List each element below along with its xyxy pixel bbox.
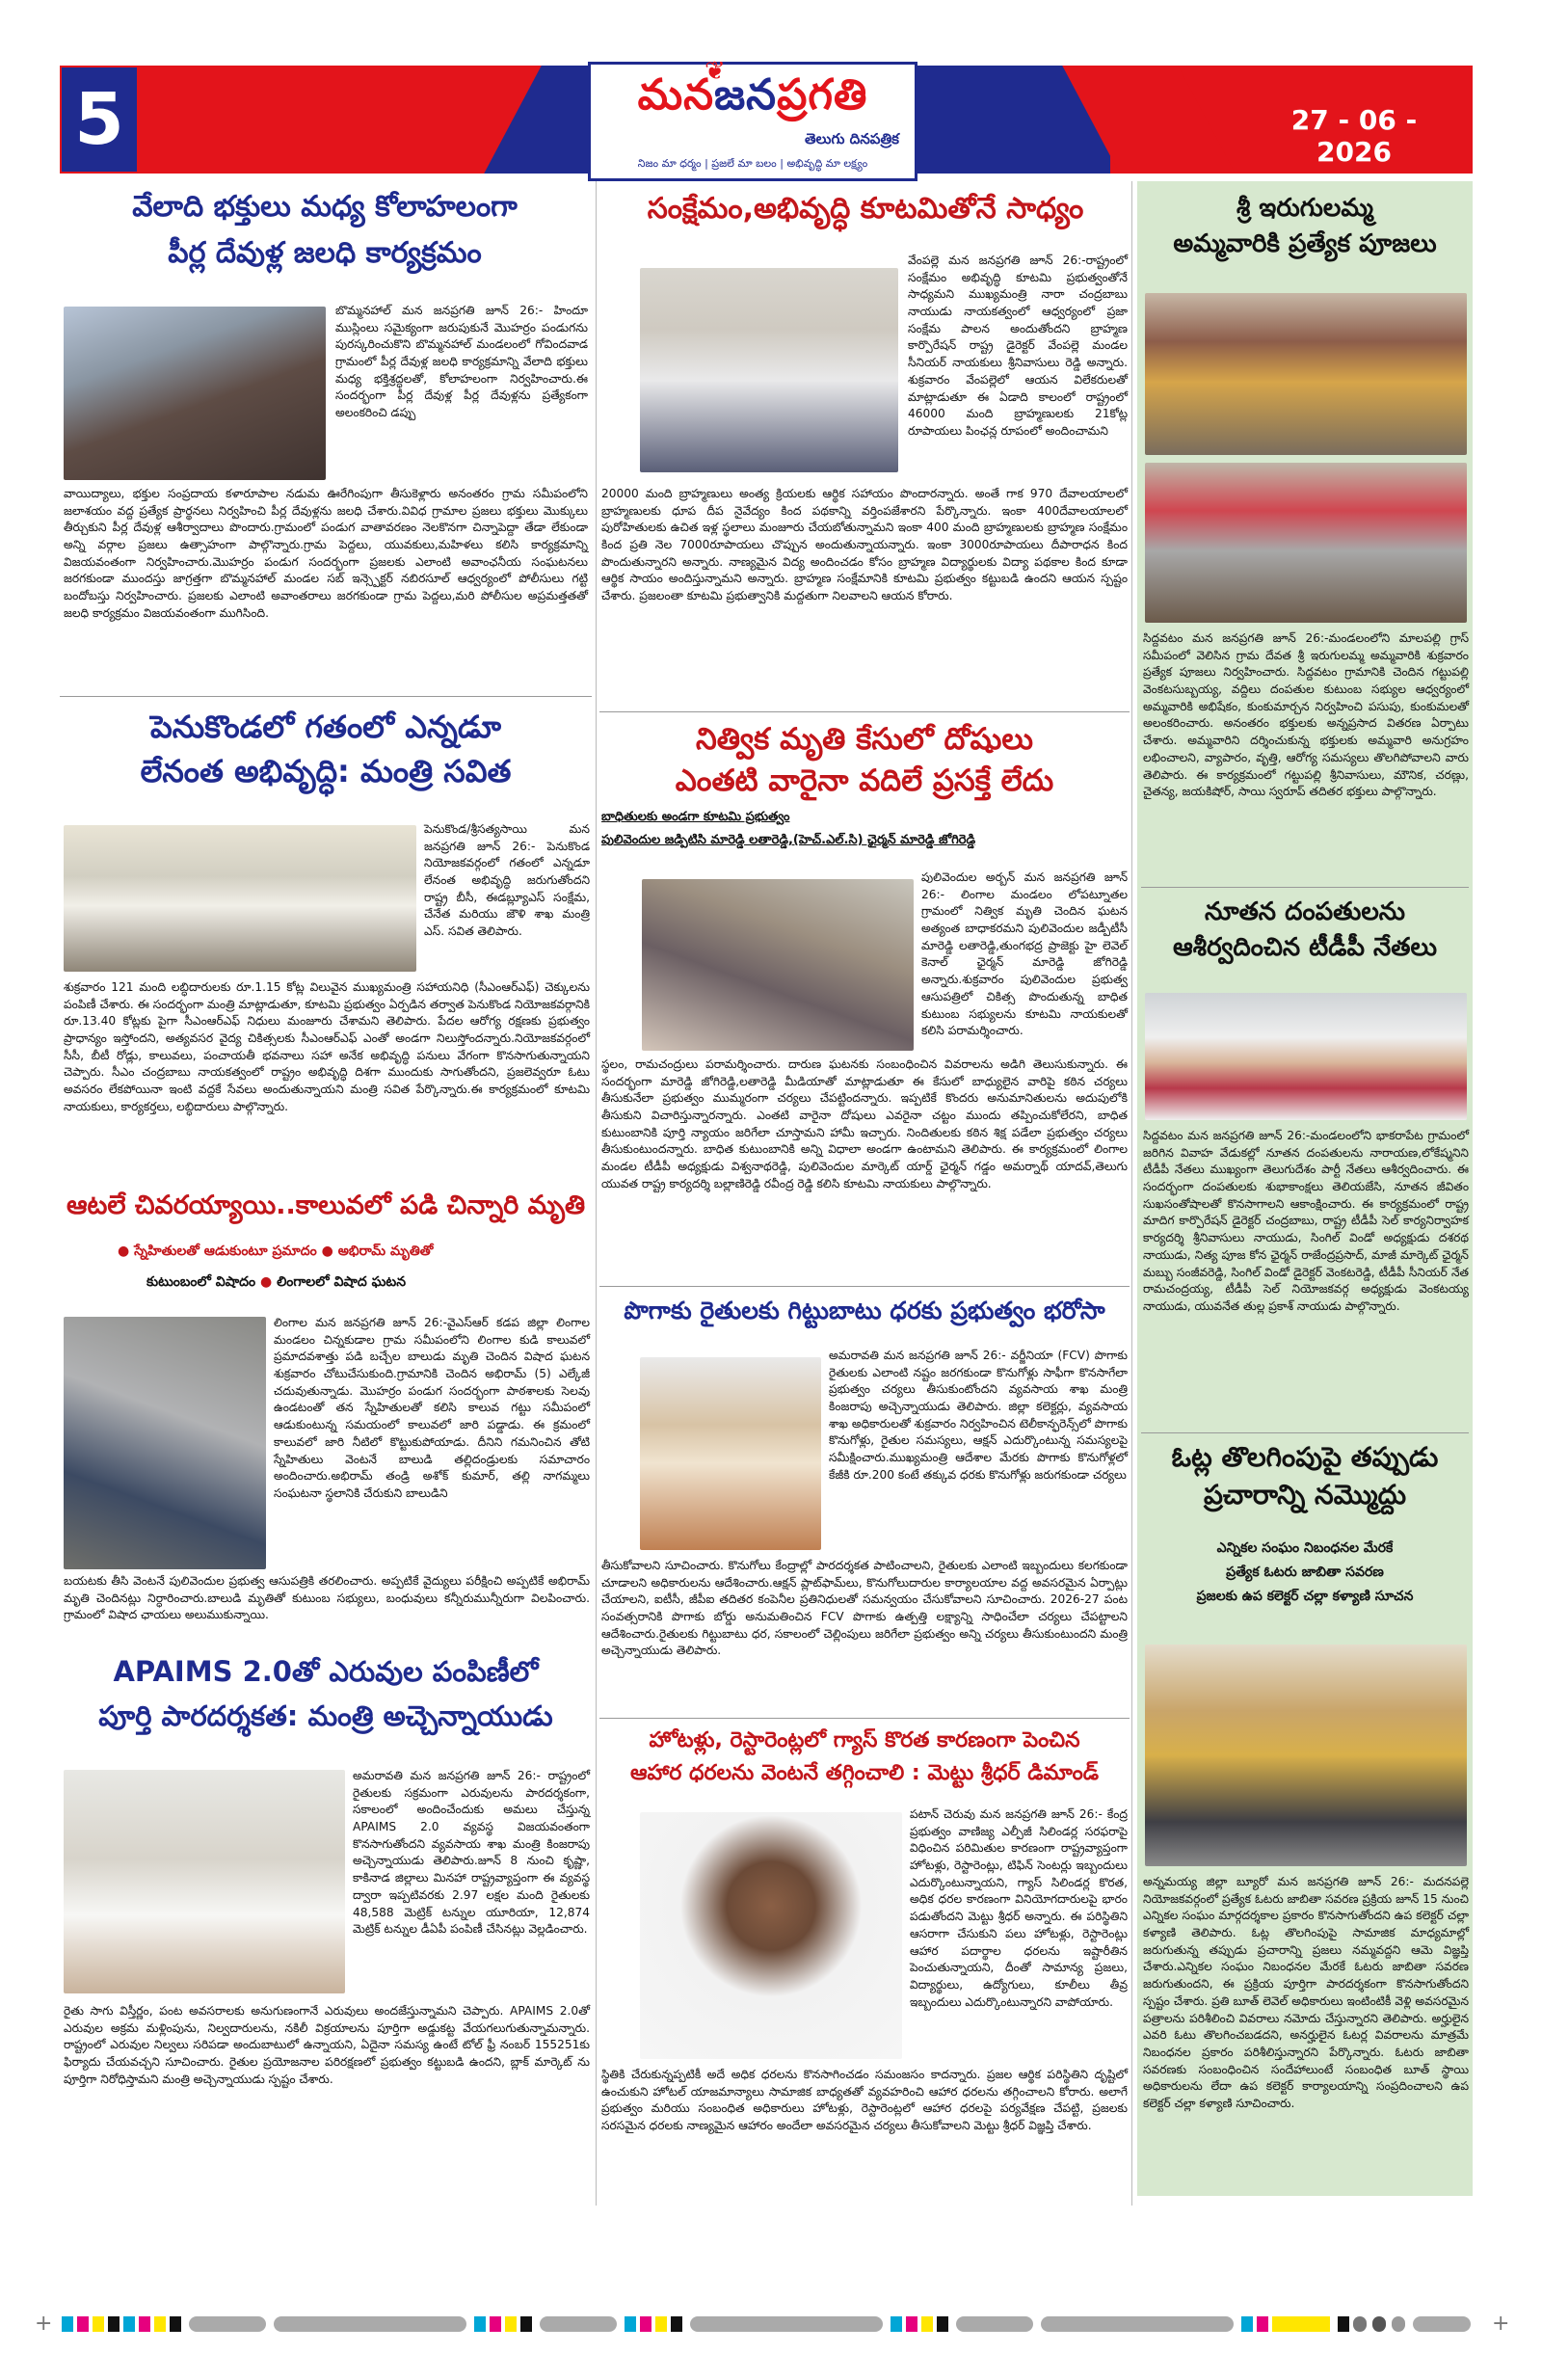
dove-icon: ❦ bbox=[705, 57, 726, 86]
color-swatch bbox=[474, 2316, 486, 2332]
headline-line: నిత్విక మృతి కేసులో దోషులు bbox=[695, 722, 1034, 757]
headline-line: వేలాది భక్తులు మధ్య కోలాహలంగా bbox=[132, 190, 518, 224]
headline-line: పూర్తి పారదర్శకత: మంత్రి అచ్చెన్నాయుడు bbox=[98, 1699, 553, 1733]
accident-photo bbox=[64, 1317, 266, 1569]
bullet-dot-icon: ● bbox=[118, 1243, 135, 1259]
grey-bar bbox=[956, 2316, 1033, 2332]
temple-deity-photo bbox=[1145, 293, 1467, 455]
color-swatch bbox=[906, 2316, 917, 2332]
headline-line: నూతన దంపతులను bbox=[1204, 897, 1406, 926]
color-swatch bbox=[154, 2316, 166, 2332]
color-swatch bbox=[505, 2316, 517, 2332]
cheque-distribution-photo bbox=[64, 825, 416, 972]
article-body: పులివెందుల అర్బన్ మన జనప్రగతి జూన్ 26:- లింగాల మండలం లోపట్నూతల గ్రామంలో నిత్విక మృతి చెందిన ఘటన అత్యంత బాధాకరమని పులివెందుల జడ్పీటీసీ మారెడ్డి లతారెడ్డి,తుంగభద్ర ప్రాజెక్టు హై లెవెల్ కెనాల్ ఛైర్మన్ మారెడ్డి జోగిరెడ్డి అన్నారు.శుక్రవారం పులివెందుల ప్రభుత్వ ఆసుపత్రిలో చికిత్స పొందుతున్న బాధిత కుటుంబ సభ్యులను కూటమి నాయకులతో కలిసి పరామర్శించారు. bbox=[921, 870, 1128, 1038]
paper-name-part: జన bbox=[714, 70, 778, 120]
bullet-dot-icon: ● bbox=[260, 1274, 278, 1290]
headline-line: శ్రీ ఇరుగులమ్మ bbox=[1236, 194, 1373, 223]
color-swatch bbox=[62, 2316, 73, 2332]
article-subheads bbox=[1141, 1537, 1469, 1610]
article-headline bbox=[60, 189, 590, 271]
column-rule bbox=[596, 181, 597, 2206]
headline-line: ఆహార ధరలను వెంటనే తగ్గించాలి : మెట్టు శ్రీధర్ డిమాండ్ bbox=[629, 1760, 1100, 1785]
grey-bar bbox=[1413, 2316, 1471, 2332]
headline-line: పెనుకొండలో గతంలో ఎన్నడూ bbox=[149, 709, 502, 745]
paper-tagline: నిజం మా ధర్మం | ప్రజలే మా బలం | అభివృద్ధి మా లక్ష్యం bbox=[637, 157, 868, 170]
article-headline: సంక్షేమం,అభివృద్ధి కూటమితోనే సాధ్యం bbox=[647, 192, 1084, 226]
color-swatch bbox=[139, 2316, 150, 2332]
grey-dot bbox=[1392, 2316, 1405, 2332]
color-swatch bbox=[640, 2316, 651, 2332]
wedding-photo bbox=[1145, 993, 1467, 1120]
color-swatch bbox=[921, 2316, 933, 2332]
article-body: వేంపల్లె మన జనప్రగతి జూన్ 26:-రాష్ట్రంలో సంక్షేమం అభివృద్ధి కూటమి ప్రభుత్వంతోనే సాధ్యమని ముఖ్యమంత్రి నారా చంద్రబాబు నాయుడు నాయకత్వంలో ఆధ్వర్యంలో ప్రజా సంక్షేమ పాలన అందుతోందని బ్రాహ్మణ కార్పొరేషన్ రాష్ట్ర డైరెక్టర్ వేంపల్లె మండల సీనియర్ నాయకులు శ్రీనివాసులు రెడ్డి అన్నారు. శుక్రవారం వేంపల్లెలో ఆయన విలేకరులతో మాట్లాడుతూ ఈ ఏడాది కాలంలో రాష్ట్రంలో 46000 మంది బ్రాహ్మణులకు 21కోట్ల రూపాయలు పింఛన్ల రూపంలో అందించామని bbox=[908, 254, 1128, 438]
article-headline bbox=[601, 1727, 1128, 1786]
divider bbox=[599, 1286, 1130, 1287]
subhead: ఎన్నికల సంఘం నిబంధనల మేరకే bbox=[1216, 1540, 1394, 1556]
registration-mark-icon: + bbox=[1492, 2312, 1510, 2336]
headline-line: హోటళ్లు, రెస్టారెంట్లలో గ్యాస్ కొరత కారణంగా పెంచిన bbox=[649, 1728, 1080, 1752]
color-swatch bbox=[1257, 2316, 1268, 2332]
color-swatch bbox=[937, 2316, 948, 2332]
article-subheads bbox=[118, 1243, 599, 1262]
article-body: శుక్రవారం 121 మంది లబ్ధిదారులకు రూ.1.15 కోట్ల విలువైన ముఖ్యమంత్రి సహాయనిధి (సీఎంఆర్ఎఫ్) చెక్కులను పంపిణీ చేశారు. ఈ సందర్భంగా మంత్రి మాట్లాడుతూ, కూటమి ప్రభుత్వం ఏర్పడిన తర్వాత పెనుకొండ నియోజకవర్గానికి రూ.13.40 కోట్లకు పైగా సీఎంఆర్ఎఫ్ నిధులు మంజూరు చేశామని తెలిపారు. పేదల ఆరోగ్య రక్షణకు ప్రభుత్వం ప్రాధాన్యం ఇస్తోందని, అత్యవసర వైద్య చికిత్సలకు సీఎంఆర్ఎఫ్ ఎంతో అండగా నిలుస్తోందన్నారు.నియోజకవర్గంలో సీసీ, బీటీ రోడ్లు, కాలువలు, పంచాయతీ భవనాలు సహా అనేక అభివృద్ధి పనులు వేగంగా కొనసాగుతున్నాయని చెప్పారు. సీఎం చంద్రబాబు నాయకత్వంలో రాష్ట్రం అభివృద్ధి దిశగా ముందుకు సాగుతోందని, ప్రజలెవ్వరూ ఓటు అవసరం లేకపోయినా ఇంటి వద్దకే సేవలు అందుతున్నాయని మంత్రి సవిత పేర్కొన్నారు.ఈ కార్యక్రమంలో కూటమి నాయకులు, కార్యకర్తలు, లబ్ధిదారులు పాల్గొన్నారు. bbox=[64, 980, 590, 1113]
divider bbox=[1141, 887, 1469, 888]
issue-date: 27 - 06 - 2026 bbox=[1290, 104, 1418, 168]
color-swatch bbox=[93, 2316, 104, 2332]
article-body: పెనుకొండ/శ్రీసత్యసాయి మన జనప్రగతి జూన్ 26:- పెనుకొండ నియోజకవర్గంలో గతంలో ఎన్నడూ లేనంత అభివృద్ధి జరుగుతోందని రాష్ట్ర బీసీ, ఈడబ్ల్యూఎస్ సంక్షేమ, చేనేత మరియు జౌళి శాఖ మంత్రి ఎస్. సవిత తెలిపారు. bbox=[424, 822, 590, 939]
color-swatch bbox=[520, 2316, 532, 2332]
paper-subtitle: తెలుగు దినపత్రిక bbox=[805, 130, 899, 147]
procession-photo bbox=[64, 307, 326, 480]
article-body: బయటకు తీసి వెంటనే పులివెందుల ప్రభుత్వ ఆసుపత్రికి తరలించారు. అప్పటికే వైద్యులు పరీక్షించి అప్పటికే అభిరామ్ మృతి చెందినట్లు నిర్ధారించారు.బాలుడి మృతితో కుటుంబ సభ్యులు, బంధువులు కన్నీరుమున్నీరుగా విలపించారు. గ్రామంలో విషాద ఛాయలు అలుముకున్నాయి. bbox=[64, 1574, 590, 1622]
article-body: లింగాల మన జనప్రగతి జూన్ 26:-వైఎస్ఆర్ కడప జిల్లా లింగాల మండలం చిన్నకుడాల గ్రామ సమీపంలోని లింగాల కుడి కాలువలో ప్రమాదవశాత్తు పడి బచ్చేల బాలుడు మృతి చెందిన విషాద ఘటన శుక్రవారం చోటుచేసుకుంది.గ్రామానికి చెందిన అభిరామ్ (5) ఎల్కేజీ చదువుతున్నాడు. మొహర్రం పండుగ సందర్భంగా పాఠశాలకు సెలవు ఉండటంతో తన స్నేహితులతో కలిసి కాలువ గట్టు సమీపంలో ఆడుకుంటున్న సమయంలో కాలువలో జారి పడ్డాడు. ఈ క్రమంలో కాలువలో జారి నీటిలో కొట్టుకుపోయాడు. దీనిని గమనించిన తోటి స్నేహితులు వెంటనే బాలుడి తల్లిదండ్రులకు సమాచారం అందించారు.అభిరామ్ తండ్రి అశోక్ కుమార్, తల్లి నాగమ్మలు సంఘటనా స్థలానికి చేరుకుని బాలుడిని bbox=[274, 1316, 590, 1500]
newspaper-logo bbox=[588, 57, 917, 181]
article-body: రైతు సాగు విస్తీర్ణం, పంట అవసరాలకు అనుగుణంగానే ఎరువులు అందజేస్తున్నామని చెప్పారు. APAIMS 2.0తో ఎరువుల అక్రమ మళ్లింపును, నిల్వదారులను, నకిలీ విక్రయాలను పూర్తిగా అడ్డుకట్ట వేయగలుగుతున్నామన్నారు. రాష్ట్రంలో ఎరువుల నిల్వలు సరిపడా అందుబాటులో ఉన్నాయని, ఏదైనా సమస్య ఉంటే టోల్ ఫ్రీ నంబర్ 155251కు ఫిర్యాదు చేయవచ్చని సూచించారు. రైతుల ప్రయోజనాల పరిరక్షణలో ప్రభుత్వం కట్టుబడి ఉందని, బ్లాక్ మార్కెట్ ను పూర్తిగా నిరోధిస్తామని మంత్రి అచ్చెన్నాయుడు స్పష్టం చేశారు. bbox=[64, 2004, 590, 2086]
article-headline: పొగాకు రైతులకు గిట్టుబాటు ధరకు ప్రభుత్వం భరోసా bbox=[624, 1297, 1105, 1324]
headline-line: లేనంత అభివృద్ధి: మంత్రి సవిత bbox=[140, 753, 512, 789]
divider bbox=[1141, 1432, 1469, 1433]
article-headline bbox=[1141, 896, 1469, 963]
color-swatch bbox=[77, 2316, 89, 2332]
paper-name-part: ప్రగతి bbox=[777, 70, 868, 120]
subhead: ప్రత్యేక ఓటరు జాబితా సవరణ bbox=[1226, 1564, 1384, 1581]
article-headline bbox=[1141, 1440, 1469, 1511]
article-body: స్థలం, రామచంద్రులు పరామర్శించారు. దారుణ ఘటనకు సంబంధించిన వివరాలను అడిగి తెలుసుకున్నారు. ఈ సందర్భంగా మారెడ్డి జోగిరెడ్డి,లతారెడ్డి మీడియాతో మాట్లాడుతూ ఈ కేసులో బాధ్యులైన వారిపై కఠిన చర్యలు తీసుకునేలా ప్రభుత్వం ముమ్మరంగా చర్యలు చేపట్టిందన్నారు. ఇప్పటికే కొందరు అనుమానితులను అదుపులోకి తీసుకుని విచారిస్తున్నారన్నారు. ఎంతటి వారైనా దోషులు ఎవరైనా చట్టం ముందు తప్పించుకోలేరని, బాధిత కుటుంబానికి పూర్తి న్యాయం జరిగేలా చూస్తామని హామీ ఇచ్చారు. నిందితులకు కఠిన శిక్ష పడేలా ప్రభుత్వం చర్యలు తీసుకుంటుందన్నారు. బాధిత కుటుంబానికి అన్ని విధాలా అండగా ఉంటామని తెలిపారు. ఈ కార్యక్రమంలో లింగాల మండల టీడీపీ అధ్యక్షుడు విశ్వనాథరెడ్డి, పులివెందుల మార్కెట్ యార్డ్ ఛైర్మన్ గడ్డం అమర్నాథ్ యాదవ్,తెలుగు యువత రాష్ట్ర కార్యదర్శి బల్లాణిరెడ్డి రవీంద్ర రెడ్డి కలిసి కూటమి నాయకులు పాల్గొన్నారు. bbox=[601, 1057, 1128, 1190]
color-swatch bbox=[108, 2316, 120, 2332]
article-headline bbox=[1141, 193, 1469, 259]
article-body: బొమ్మనహాల్ మన జనప్రగతి జూన్ 26:- హిందూ ముస్లింలు సమైక్యంగా జరుపుకునే మొహర్రం పండుగను పురస్కరించుకొని బొమ్మనహాల్ మండలంలో గోవిందవాడ గ్రామంలో పీర్ల దేవుళ్ల జలధి కార్యక్రమాన్ని వేలాది భక్తులు మధ్య భక్తిశ్రద్ధలతో, కోలాహలంగా నిర్వహించారు.ఈ సందర్భంగా పీర్ల దేవుళ్ల పీర్ల దేవుళ్లను ప్రత్యేకంగా అలంకరించి డప్పు bbox=[335, 304, 588, 420]
divider bbox=[60, 696, 592, 697]
paper-name bbox=[591, 70, 915, 130]
headline-line: ఎంతటి వారైనా వదిలే ప్రసక్తే లేదు bbox=[675, 762, 1054, 798]
article-body: పటాన్ చెరువు మన జనప్రగతి జూన్ 26:- కేంద్ర ప్రభుత్వం వాణిజ్య ఎల్పీజీ సిలిండర్ల సరఫరాపై విధించిన పరిమితుల కారణంగా రాష్ట్రవ్యాప్తంగా హోటళ్లు, రెస్టారెంట్లు, టిఫిన్ సెంటర్లు ఇబ్బందులు ఎదుర్కొంటున్నాయని, గ్యాస్ సిలిండర్ల కొరత, అధిక ధరల కారణంగా వినియోగదారులపై భారం పడుతోందని మెట్టు శ్రీధర్ అన్నారు. ఈ పరిస్థితిని ఆసరాగా చేసుకుని పలు హోటళ్లు, రెస్టారెంట్లు ఆహార పదార్థాల ధరలను ఇష్టారీతిన పెంచుతున్నాయని, దీంతో సామాన్య ప్రజలు, విద్యార్థులు, ఉద్యోగులు, కూలీలు తీవ్ర ఇబ్బందులు ఎదుర్కొంటున్నారని వాపోయారు. bbox=[910, 1807, 1128, 2009]
sub-collector-photo bbox=[1145, 1645, 1467, 1866]
minister-photo bbox=[64, 1770, 345, 1993]
grey-dot bbox=[1353, 2316, 1367, 2332]
speaker-portrait-photo bbox=[640, 1812, 902, 2059]
divider bbox=[599, 1718, 1130, 1719]
grey-bar bbox=[690, 2316, 883, 2332]
page-number: 5 bbox=[62, 67, 137, 172]
article-headline bbox=[601, 721, 1128, 800]
grey-bar bbox=[274, 2316, 466, 2332]
article-body: వాయిద్యాలు, భక్తుల సంప్రదాయ కళారూపాల నడుమ ఊరేగింపుగా తీసుకెళ్లారు అనంతరం గ్రామ సమీపంలోని జలాశయం వద్ద ప్రత్యేక ప్రార్థనలు నిర్వహించి పీర్ల దేవుళ్లను జలధి చేశారు.వివిధ గ్రామాల ప్రజలు భక్తులు మొక్కులు తీర్చుకుని పీర్ల దేవుళ్ల ఆశీర్వాదాలు పొందారు.గ్రామంలో పండుగ వాతావరణం నెలకొనగా చిన్నాపెద్దా తేడా లేకుండా అన్ని వర్గాల ప్రజలు ఉత్సాహంగా పాల్గొన్నారు.గ్రామ పెద్దలు, యువకులు,మహిళలు కలిసి కార్యక్రమాన్ని విజయవంతంగా నిర్వహించారు.మొహర్రం పండుగ సందర్భంగా ప్రజలకు ఎలాంటి అవాంఛనీయ సంఘటనలు జరగకుండా ముందస్తు జాగ్రత్తగా బొమ్మనహాల్ మండల సబ్ ఇన్స్పెక్టర్ నబిరసూల్ ఆధ్వర్యంలో పోలీసులు గట్టి బందోబస్తు నిర్వహించారు. ప్రజలకు ఎలాంటి అవాంతరాలు జరగకుండా గ్రామ పెద్దలు,మరి పోలీసుల అప్రమత్తతతో జలధి కార్యక్రమం విజయవంతంగా ముగిసింది. bbox=[64, 487, 588, 620]
subhead: ప్రజలకు ఉప కలెక్టర్ చల్లా కళ్యాణి సూచన bbox=[1196, 1589, 1414, 1605]
registration-mark-icon: + bbox=[35, 2312, 53, 2336]
grey-bar bbox=[189, 2316, 266, 2332]
devotees-photo bbox=[1145, 463, 1467, 623]
article-body: సిద్దవటం మన జనప్రగతి జూన్ 26:-మండలంలోని భాకరాపేట గ్రామంలో జరిగిన వివాహ వేడుకల్లో నూతన దంపతులను నారాయణ,లోకేష్మనిని టీడీపీ నేతలు ముఖ్యంగా తెలుగుదేశం పార్టీ నేతలు ఆశీర్వదించారు. ఈ సందర్భంగా దంపతులకు శుభాకాంక్షలు తెలియజేసి, నూతన జీవితం సుఖసంతోషాలతో కొనసాగాలని ఆకాంక్షించారు. ఈ కార్యక్రమంలో రాష్ట్ర మాదిగ కార్పొరేషన్ డైరెక్టర్ చంద్రబాబు, రాష్ట్ర టీడీపీ సెల్ కార్యనిర్వాహక కార్యదర్శి శ్రీనివాసులు నాయుడు, సింగిల్ విండో అధ్యక్షుడు దశరథ నాయుడు, నిత్య పూజ కోన ఛైర్మన్ రాజేంద్రప్రసాద్, మాజీ మార్కెట్ ఛైర్మన్ మబ్బు సంజీవరెడ్డి, సింగిల్ విండో డైరెక్టర్ వెంకటరెడ్డి, టీడీపీ సీనియర్ నేత రామచంద్రయ్య, టీడీపీ సెల్ నియోజకవర్గ అధ్యక్షుడు వెంకటయ్య నాయుడు, యువనేత తుల్ల ప్రకాశ్ నాయుడు పాల్గొన్నారు. bbox=[1143, 1129, 1469, 1313]
headline-line: APAIMS 2.0తో ఎరువుల పంపిణీలో bbox=[113, 1655, 539, 1688]
headline-line: ఆశీర్వదించిన టీడీపీ నేతలు bbox=[1173, 932, 1437, 962]
grey-bar bbox=[1041, 2316, 1234, 2332]
article-subhead: పులివెందుల జడ్పిటిసి మారెడ్డి లతారెడ్డి,(హెచ్.ఎల్.సి) ఛైర్మన్ మారెడ్డి జోగిరెడ్డి bbox=[601, 833, 976, 847]
headline-line: ప్రచారాన్ని నమ్మొద్దు bbox=[1203, 1479, 1407, 1511]
subhead: లింగాలలో విషాద ఘటన bbox=[277, 1274, 407, 1290]
divider bbox=[599, 711, 1130, 712]
article-body: అమరావతి మన జనప్రగతి జూన్ 26:- వర్జీనియా (FCV) పొగాకు రైతులకు ఎలాంటి నష్టం జరగకుండా కొనుగోళ్లు సాఫీగా కొనసాగేలా ప్రభుత్వం చర్యలు తీసుకుంటోందని వ్యవసాయ శాఖ మంత్రి కింజరాపు అచ్చెన్నాయుడు తెలిపారు. జిల్లా కలెక్టర్లు, వ్యవసాయ శాఖ అధికారులతో శుక్రవారం నిర్వహించిన టెలీకాన్ఫరెన్స్‌లో పొగాకు కొనుగోళ్లు, రైతుల సమస్యలు, ఆక్షన్ ఎదుర్కొంటున్న సమస్యలపై సమీక్షించారు.ముఖ్యమంత్రి ఆదేశాల మేరకు పొగాకు కొనుగోళ్లలో కేజీకి రూ.200 కంటే తక్కువ ధరకు కొనుగోళ్లు జరుగకుండా చర్యలు bbox=[829, 1349, 1128, 1482]
leaders-photo bbox=[640, 268, 898, 472]
headline-line: ఓట్ల తొలగింపుపై తప్పుడు bbox=[1171, 1441, 1439, 1473]
grey-bar bbox=[540, 2316, 617, 2332]
article-body: అన్నమయ్య జిల్లా బ్యూరో మన జనప్రగతి జూన్ 26:- మదనపల్లె నియోజకవర్గంలో ప్రత్యేక ఓటరు జాబితా సవరణ ప్రక్రియ జూన్ 15 నుంచి ఎన్నికల సంఘం మార్గదర్శకాల ప్రకారం కొనసాగుతోందని ఉప కలెక్టర్ చల్లా కళ్యాణి తెలిపారు. ఓట్ల తొలగింపుపై సామాజిక మాధ్యమాల్లో జరుగుతున్న తప్పుడు ప్రచారాన్ని ప్రజలు నమ్మవద్దని ఆమె విజ్ఞప్తి చేశారు.ఎన్నికల సంఘం నిబంధనల మేరకే ఓటరు జాబితా సవరణ జరుగుతుందని, ఈ ప్రక్రియ పూర్తిగా పారదర్శకంగా కొనసాగుతోందని స్పష్టం చేశారు. ప్రతి బూత్ లెవెల్ అధికారులు ఇంటింటికీ వెళ్లి అవసరమైన పత్రాలను పరిశీలించి వివరాలు నమోదు చేస్తున్నారని తెలిపారు. అర్హులైన ఎవరి ఓటు తొలగించబడదని, అనర్హులైన ఓటర్ల వివరాలను మాత్రమే నిబంధనల ప్రకారం పరిశీలిస్తున్నారని పేర్కొన్నారు. ఓటరు జాబితా సవరణకు సంబంధించిన సందేహాలుంటే సంబంధిత బూత్ స్థాయి అధికారులను లేదా ఉప కలెక్టర్ కార్యాలయాన్ని సంప్రదించాలని ఉప కలెక్టర్ చల్లా కళ్యాణి సూచించారు. bbox=[1143, 1875, 1469, 2110]
color-swatch bbox=[490, 2316, 501, 2332]
article-body: సిద్దవటం మన జనప్రగతి జూన్ 26:-మండలంలోని మాలపల్లి గ్రాస్ సమీపంలో వెలిసిన గ్రామ దేవత శ్రీ ఇరుగులమ్మ అమ్మవారికి శుక్రవారం ప్రత్యేక పూజలు నిర్వహించారు. సిద్దవటం గ్రామానికి చెందిన గట్టుపల్లి వెంకటసుబ్బయ్య, వద్దిలు దంపతుల కుటుంబ సభ్యుల ఆధ్వర్యంలో అమ్మవారికి అభిషేకం, కుంకుమార్చన నిర్వహించి పసుపు, కుంకుమలతో అలంకరించారు. అనంతరం భక్తులకు అన్నప్రసాద వితరణ ఏర్పాటు చేశారు. అమ్మవారిని దర్శించుకున్న భక్తులకు అమ్మవారి అనుగ్రహం లభించాలని, వ్యాపారం, వృత్తి, ఆరోగ్య సమస్యలు తొలగిపోవాలని వారు తెలిపారు. ఈ కార్యక్రమంలో గట్టుపల్లి శ్రీనివాసులు, మౌనిక, చరణ్లు, చైతన్య, జయకిషోర్, సాయి స్వరూప్ తదితర భక్తులు పాల్గొన్నారు. bbox=[1143, 631, 1469, 799]
headline-line: అమ్మవారికి ప్రత్యేక పూజలు bbox=[1173, 228, 1437, 258]
subhead: కుటుంబంలో విషాదం bbox=[146, 1274, 256, 1290]
color-swatch bbox=[1272, 2316, 1330, 2332]
article-headline: ఆటలే చివరయ్యాయి..కాలువలో పడి చిన్నారి మృతి bbox=[66, 1190, 586, 1220]
bullet-dot-icon: ● bbox=[321, 1243, 338, 1259]
article-body: 20000 మంది బ్రాహ్మణులు అంత్య క్రియలకు ఆర్థిక సహాయం పొందారన్నారు. అంతే గాక 970 దేవాలయాలలో బ్రాహ్మణులకు ధూప దీప నైవేద్యం కింద పథకాన్ని వర్తింపజేశారని పేర్కొన్నారు. ఇంకా 400దేవాలయాలలో పురోహితులకు ఉచిత ఇళ్ల స్థలాలు మంజూరు చేయబోతున్నామని ఇంకా 400 మంది బ్రాహ్మణులకు బ్రాహ్మణ సంక్షేమం కింద ప్రతి నెల 7000రూపాయలు చొప్పున అందుతున్నాయన్నారు. ఇంకా 3000రూపాయలు దీపారాధన కింద పొందుతున్నారని అన్నారు. నాణ్యమైన విద్య అందించడం కోసం బ్రాహ్మణ విద్యార్థులకు విద్యా పథకాల కింద కూడా ఆర్థిక సాయం అందిస్తున్నామని అన్నారు. బ్రాహ్మణ సంక్షేమానికి కూటమి ప్రభుత్వం కట్టుబడి ఉందని ఆయన స్పష్టం చేశారు. ప్రజలంతా కూటమి ప్రభుత్వానికి మద్దతుగా నిలవాలని ఆయన కోరారు. bbox=[601, 487, 1128, 603]
paper-name-part: మన bbox=[637, 70, 715, 120]
color-swatch bbox=[625, 2316, 636, 2332]
color-swatch bbox=[891, 2316, 902, 2332]
color-swatch bbox=[671, 2316, 682, 2332]
subhead: అభిరామ్ మృతితో bbox=[337, 1243, 434, 1259]
subhead: స్నేహితులతో ఆడుకుంటూ ప్రమాదం bbox=[134, 1243, 317, 1259]
article-subheads bbox=[146, 1274, 599, 1293]
article-body: స్థితికి చేరుకున్నప్పటికీ అదే అధిక ధరలను కొనసాగించడం సమంజసం కాదన్నారు. ప్రజల ఆర్థిక పరిస్థితిని దృష్టిలో ఉంచుకుని హోటల్ యాజమాన్యాలు సామాజిక బాధ్యతతో వ్యవహరించి ఆహార ధరలను తగ్గించాలని కోరారు. అలాగే ప్రభుత్వం మరియు సంబంధిత అధికారులు హోటళ్లు, రెస్టారెంట్లలో ఆహార ధరలపై పర్యవేక్షణ చేపట్టి, ప్రజలకు సరసమైన ధరలకు నాణ్యమైన ఆహారం అందేలా అవసరమైన చర్యలు తీసుకోవాలని మెట్టు శ్రీధర్ విజ్ఞప్తి చేశారు. bbox=[601, 2068, 1128, 2133]
color-swatch bbox=[170, 2316, 181, 2332]
column-rule bbox=[1131, 181, 1132, 2206]
color-swatch bbox=[655, 2316, 667, 2332]
article-body: అమరావతి మన జనప్రగతి జూన్ 26:- రాష్ట్రంలో రైతులకు సక్రమంగా ఎరువులను పారదర్శకంగా, సకాలంలో అందించేందుకు అమలు చేస్తున్న APAIMS 2.0 వ్యవస్థ విజయవంతంగా కొనసాగుతోందని వ్యవసాయ శాఖ మంత్రి కింజరాపు అచ్చెన్నాయుడు తెలిపారు.జూన్ 8 నుంచి కృష్ణా, కాకినాడ జిల్లాలు మినహా రాష్ట్రవ్యాప్తంగా ఈ వ్యవస్థ ద్వారా ఇప్పటివరకు 2.97 లక్షల మంది రైతులకు 48,588 మెట్రిక్ టన్నుల యూరియా, 12,874 మెట్రిక్ టన్నుల డీఏపీ పంపిణీ చేసినట్లు వెల్లడించారు. bbox=[353, 1769, 590, 1937]
article-subhead: బాధితులకు అండగా కూటమి ప్రభుత్వం bbox=[601, 810, 790, 824]
grey-dot bbox=[1372, 2316, 1386, 2332]
article-headline bbox=[60, 1654, 592, 1734]
headline-line: పీర్ల దేవుళ్ల జలధి కార్యక్రమం bbox=[168, 235, 482, 270]
minister-portrait-photo bbox=[640, 1357, 821, 1550]
article-body: తీసుకోవాలని సూచించారు. కొనుగోలు కేంద్రాల్లో పారదర్శకత పాటించాలని, రైతులకు ఎలాంటి ఇబ్బందులు కలగకుండా చూడాలని అధికారులను ఆదేశించారు.ఆక్షన్ ప్లాట్‌ఫామ్‌లు, కొనుగోలుదారుల కార్యాలయాల వద్ద అవసరమైన ఏర్పాట్లు చేయాలని, ఐటీసీ, జీపీఐ తదితర కంపెనీల ప్రతినిధులతో సమన్వయం చేసుకోవాలని సూచించారు. 2026-27 పంట సంవత్సరానికి పొగాకు బోర్డు అనుమతించిన FCV పొగాకు ఉత్పత్తి లక్ష్యాన్ని సాధించేలా చర్యలు చేపట్టాలని ఆదేశించారు.రైతులకు గిట్టుబాటు ధర, సకాలంలో చెల్లింపులు జరిగేలా ప్రభుత్వం అన్ని చర్యలు తీసుకుంటుందని మంత్రి అచ్చెన్నాయుడు తెలిపారు. bbox=[601, 1559, 1128, 1658]
color-swatch bbox=[1338, 2316, 1349, 2332]
color-swatch bbox=[1241, 2316, 1253, 2332]
hospital-visit-photo bbox=[642, 879, 914, 1051]
article-headline bbox=[60, 708, 592, 790]
color-swatch bbox=[123, 2316, 135, 2332]
